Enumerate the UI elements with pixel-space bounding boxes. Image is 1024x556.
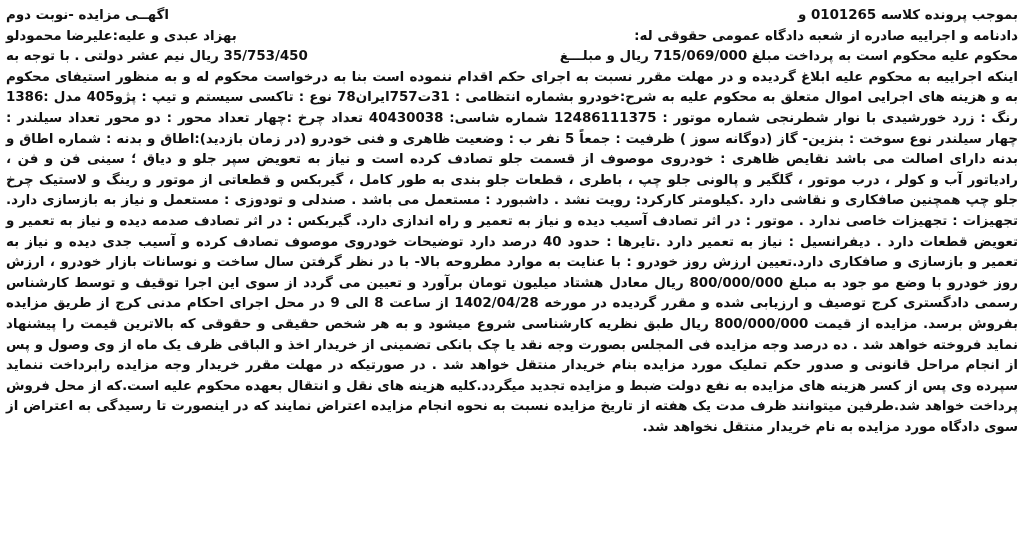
notice-heading-line-2 bbox=[6, 27, 1018, 48]
case-number-text: بموجب پرونده کلاسه 0101265 و bbox=[797, 8, 1018, 23]
notice-body: اینکه اجراییه به محکوم علیه ابلاغ گردیده و در مهلت مقرر نسبت به اجرای حکم اقدام ننموده است بنا به درخواست محکوم له و به منظور استیفای محکوم به و هزینه های اجرایی اموال متعلق به محکوم علیه به شرح:خودرو بشماره انتظامی : 31ت757ایران78 نوع : تاکسی سیستم و تیپ : پژو405 مدل :1386 رنگ : زرد خورشیدی با نوار شطرنجی شماره موتور : 12486111375 شماره شاسی: 40430038 تعداد چرخ :چهار تعداد محور : دو محور تعداد سیلندر : چهار سیلندر نوع سوخت : بنزین- گاز (دوگانه سوز ) ظرفیت : جمعاً 5 نفر ب : وضعیت ظاهری و فنی خودرو (در زمان بازدید):اطاق و بدنه : شماره اطاق و بدنه دارای اصالت می باشد نقایص ظاهری : خودروی موصوف از قسمت جلو تصادف کرده است و نیاز به تعویض سپر جلو و دیاق ؛ سینی فن و فن ، رادیاتور آب و کولر ، درب موتور ، گلگیر و پالونی جلو چپ ، باطری ، قطعات جلو بندی به طور کامل ، گیربکس و قطعاتی از موتور و رینگ و لاستیک چرخ جلو چپ همچنین صافکاری و نقاشی دارد .کیلومتر کارکرد: رویت نشد . داشبورد : مستعمل می باشد . صندلی و تودوزی : مستعمل و نیاز به بازسازی دارد. تجهیزات : تجهیزات خاصی ندارد . موتور : در اثر تصادف آسیب دیده و نیاز به تعمیر و راه اندازی دارد. گیربکس : در اثر تصادف صدمه دیده و نیاز به تعمیر و تعویض قطعات دارد . دیفرانسیل : نیاز به تعمیر دارد .تایرها : حدود 40 درصد دارد توضیحات خودروی موصوف تصادف کرده و آسیب جدی دیده و نیاز به تعمیر و بازسازی و صافکاری دارد.تعیین ارزش روز خودرو : با عنایت به موارد مطروحه بالا- با در نظر گرفتن سال ساخت و نوسانات بازار خودرو ، ارزش روز خودرو با وضع مو جود به مبلغ 800/000/000 ریال معادل هشتاد میلیون تومان برآورد و تعیین می گردد از سوی این اجرا توقیف و توسط کارشناس رسمی دادگستری کرج توصیف و ارزیابی شده و مقرر گردیده در مورخه 1402/04/28 از ساعت 8 الی 9 در محل اجرای احکام مدنی کرج از طریق مزایده بفروش برسد. مزایده از قیمت 800/000/000 ریال طبق نظریه کارشناسی شروع میشود و به هر شخص حقیقی و حقوقی که بالاترین قیمت را پیشنهاد نماید فروخته خواهد شد . ده درصد وجه مزایده فی المجلس بصورت وجه نقد یا چک بانکی تضمینی از خریدار اخذ و الباقی ظرف یک ماه از وی وصول و پس از انجام مراحل قانونی و صدور حکم تملیک مورد مزایده بنام خریدار منتقل خواهد شد . در صورتیکه در مهلت مقرر خریدار وجه مزایده رابرداخت ننماید سپرده وی پس از کسر هزینه های مزایده به نفع دولت ضبط و مزایده تجدید میگردد.کلیه هزینه های نقل و انتقال بعهده محکوم علیه است.که از محل فروش پرداخت خواهد شد.طرفین میتوانند ظرف مدت یک هفته از تاریخ مزایده نسبت به نحوه انجام مزایده اعتراض نمایند که در اینصورت تا رسیدگی به اعتراض از سوی دادگاه مورد مزایده به نام خریدار منتقل نخواهد شد. bbox=[6, 69, 1018, 435]
notice-heading-line-1 bbox=[6, 6, 1018, 27]
notice-heading-line-3 bbox=[6, 47, 1018, 68]
parties-text: بهزاد عبدی و علیه:علیرضا محمودلو bbox=[6, 28, 237, 44]
judgment-amount-text: محکوم علیه محکوم است به پرداخت مبلغ 715/069/000 ریال و مبلـــغ bbox=[559, 49, 1018, 65]
state-fee-text: 35/753/450 ریال نیم عشر دولتی . با توجه به bbox=[6, 49, 308, 65]
notice-title: اگهــی مزایده -نوبت دوم bbox=[6, 8, 169, 23]
verdict-text: دادنامه و اجراییه صادره از شعبه دادگاه عمومی حقوقی له: bbox=[634, 28, 1018, 44]
